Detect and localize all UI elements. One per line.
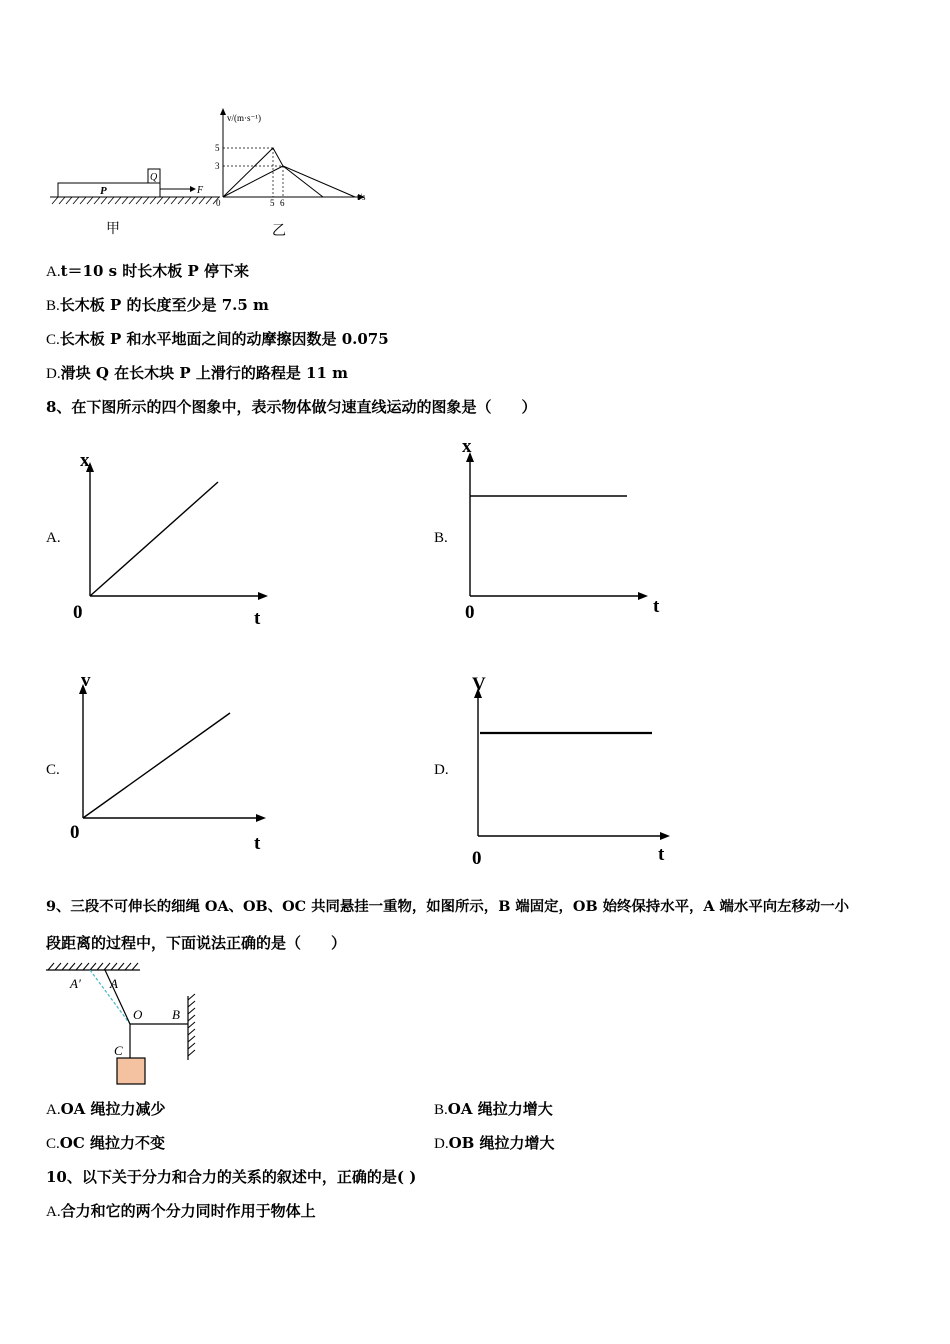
vt-line-q bbox=[223, 148, 355, 197]
label-o: O bbox=[133, 1007, 143, 1022]
option-text: OB 绳拉力增大 bbox=[448, 1134, 555, 1152]
option-letter: D. bbox=[46, 366, 61, 382]
y-axis-label: x bbox=[80, 450, 90, 471]
block-q-label: Q bbox=[150, 172, 158, 183]
x-axis-label: t bbox=[653, 596, 660, 617]
q7-option-d bbox=[46, 362, 348, 383]
q8-graph-d bbox=[462, 672, 682, 872]
option-letter: A. bbox=[46, 264, 61, 280]
option-text: 合力和它的两个分力同时作用于物体上 bbox=[60, 1202, 316, 1220]
origin-label: 0 bbox=[216, 198, 221, 208]
graph-line bbox=[90, 482, 218, 596]
option-text: 滑块 Q 在长木块 P 上滑行的路程是 11 m bbox=[60, 364, 349, 382]
q9-option-d bbox=[434, 1132, 555, 1153]
label-a-prime: A′ bbox=[70, 976, 81, 991]
graph-line bbox=[83, 713, 230, 818]
t-axis-label: t/s bbox=[357, 192, 366, 202]
q8-letter-a: A. bbox=[46, 530, 61, 546]
q9-option-b bbox=[434, 1098, 553, 1119]
origin-label: 0 bbox=[73, 602, 83, 623]
q8-graph-a bbox=[70, 448, 280, 628]
y-axis-label: v bbox=[81, 670, 91, 691]
caption-jia: 甲 bbox=[106, 221, 120, 237]
caption-yi: 乙 bbox=[272, 223, 286, 239]
q7-option-c bbox=[46, 328, 389, 349]
option-text: 长木板 P 的长度至少是 7.5 m bbox=[59, 296, 269, 314]
q7-option-a bbox=[46, 260, 249, 281]
option-letter: A. bbox=[46, 1102, 61, 1118]
option-letter: C. bbox=[46, 1136, 60, 1152]
q10-question: 10、以下关于分力和合力的关系的叙述中，正确的是( ) bbox=[46, 1168, 417, 1186]
tick-t6: 6 bbox=[280, 198, 285, 208]
q9-option-a bbox=[46, 1098, 166, 1119]
q9-figure bbox=[40, 958, 210, 1090]
label-a: A bbox=[110, 976, 118, 991]
y-axis-label: V bbox=[472, 674, 486, 695]
origin-label: 0 bbox=[70, 822, 80, 843]
y-axis-label: x bbox=[462, 436, 472, 457]
option-text: OC 绳拉力不变 bbox=[59, 1134, 165, 1152]
q10-option-a bbox=[46, 1200, 316, 1221]
v-axis-label: v/(m·s⁻¹) bbox=[227, 113, 261, 123]
q9-question-line1: 9、三段不可伸长的细绳 OA、OB、OC 共同悬挂一重物，如图所示，B 端固定，OB 始终保持水平，A 端水平向左移动一小 bbox=[46, 898, 850, 915]
origin-label: 0 bbox=[465, 602, 475, 623]
x-axis-label: t bbox=[254, 608, 261, 628]
force-label: F bbox=[197, 185, 204, 196]
q8-graph-c bbox=[68, 670, 288, 855]
x-axis-label: t bbox=[254, 833, 261, 854]
q8-question: 8、在下图所示的四个图象中，表示物体做匀速直线运动的图象是（ ） bbox=[46, 398, 537, 416]
option-text: t＝10 s 时长木板 P 停下来 bbox=[60, 262, 250, 280]
option-letter: B. bbox=[46, 298, 60, 314]
option-text: OA 绳拉力减少 bbox=[60, 1100, 166, 1118]
q8-letter-c: C. bbox=[46, 762, 60, 778]
q8-graph-b bbox=[455, 436, 675, 626]
ground bbox=[50, 197, 220, 204]
label-c: C bbox=[114, 1043, 123, 1058]
q8-letter-b: B. bbox=[434, 530, 448, 546]
q7-figure bbox=[40, 105, 390, 245]
option-letter: B. bbox=[434, 1102, 448, 1118]
origin-label: 0 bbox=[472, 848, 482, 869]
option-letter: C. bbox=[46, 332, 60, 348]
force-arrow-head bbox=[190, 186, 196, 192]
vt-graph bbox=[215, 108, 366, 208]
tick-v3: 3 bbox=[215, 161, 220, 171]
option-text: 长木板 P 和水平地面之间的动摩擦因数是 0.075 bbox=[59, 330, 389, 348]
q8-letter-d: D. bbox=[434, 762, 449, 778]
q7-option-b bbox=[46, 294, 269, 315]
q9-option-c bbox=[46, 1132, 165, 1153]
label-b: B bbox=[172, 1007, 180, 1022]
option-letter: A. bbox=[46, 1204, 61, 1220]
option-letter: D. bbox=[434, 1136, 449, 1152]
board-p bbox=[58, 183, 160, 197]
option-text: OA 绳拉力增大 bbox=[447, 1100, 553, 1118]
hanging-weight bbox=[117, 1058, 145, 1084]
tick-v5: 5 bbox=[215, 143, 220, 153]
tick-t5: 5 bbox=[270, 198, 275, 208]
q9-question-line2: 段距离的过程中，下面说法正确的是（ ） bbox=[46, 934, 347, 952]
x-axis-label: t bbox=[658, 844, 665, 865]
board-p-label: P bbox=[100, 185, 107, 197]
